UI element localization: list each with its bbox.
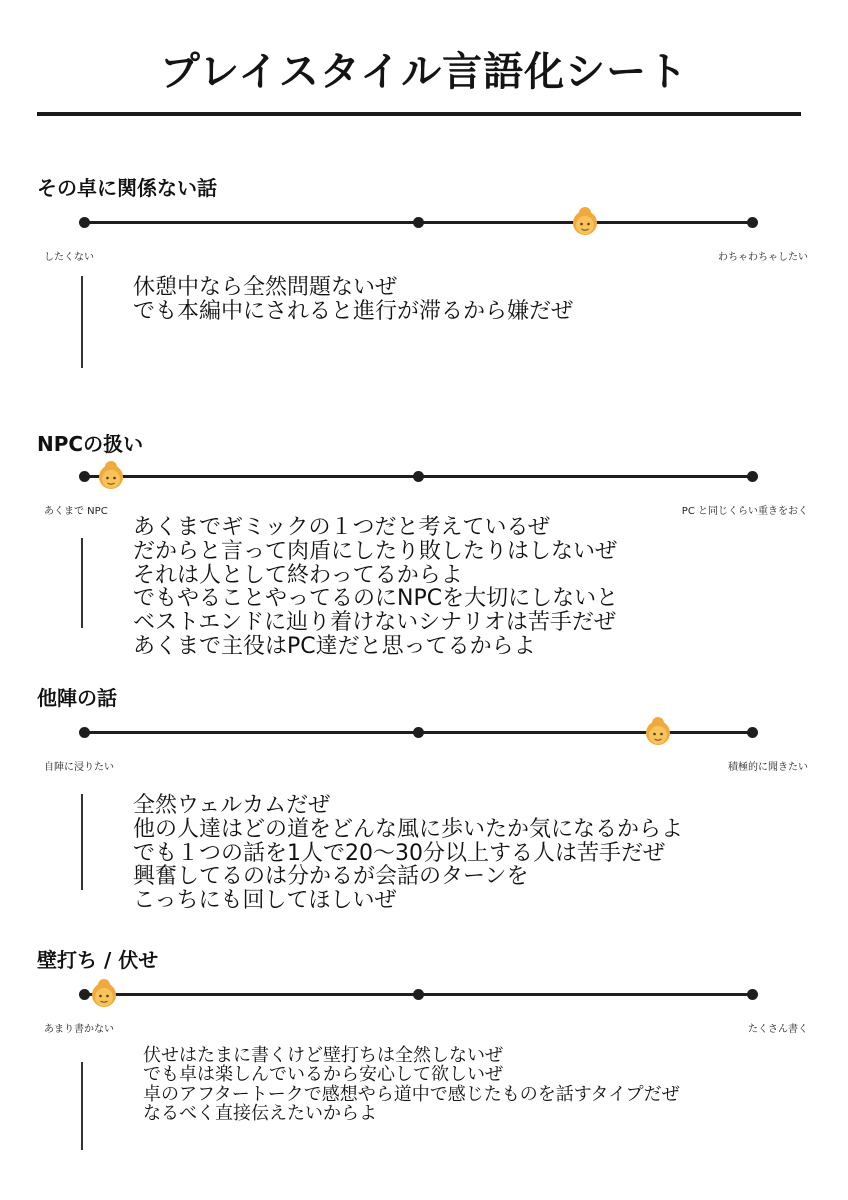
scale-dot-left xyxy=(79,217,90,228)
scale-right-label: わちゃわちゃしたい xyxy=(718,252,808,263)
section-npc xyxy=(0,428,848,659)
section-solo-posting xyxy=(0,944,848,1125)
comment-bar xyxy=(81,1062,83,1150)
scale-right-label: たくさん書く xyxy=(748,1024,808,1035)
section-heading: 他陣の話 xyxy=(37,686,117,710)
comment-line: 休憩中なら全然問題ないぜ xyxy=(133,275,398,300)
face-emoji-icon xyxy=(94,458,128,492)
comment-line: でも本編中にされると進行が滞るから嫌だぜ xyxy=(133,298,574,324)
comment-line: 他の人達はどの道をどんな風に歩いたか気になるからよ xyxy=(133,816,684,842)
section-heading: その卓に関係ない話 xyxy=(37,176,217,200)
comment-line: ベストエンドに辿り着けないシナリオは苦手だぜ xyxy=(133,610,616,635)
scale-dot-left xyxy=(79,727,90,738)
scale-dot-right xyxy=(747,471,758,482)
comment-text xyxy=(133,516,618,659)
scale-dot-left xyxy=(79,471,90,482)
scale-right-label: PC と同じくらい重きをおく xyxy=(681,506,808,517)
comment-bar xyxy=(81,538,83,628)
comment-line: 全然ウェルカムだぜ xyxy=(133,793,331,818)
comment-bar xyxy=(81,794,83,890)
face-emoji-icon xyxy=(568,204,602,238)
preference-scale xyxy=(84,712,752,752)
title-divider xyxy=(37,112,801,116)
face-emoji-icon xyxy=(87,976,121,1010)
preference-scale xyxy=(84,456,752,496)
scale-dot-middle xyxy=(413,217,424,228)
comment-text xyxy=(133,794,683,913)
scale-dot-middle xyxy=(413,471,424,482)
comment-text xyxy=(133,276,573,324)
comment-line: あくまで主役はPC達だと思ってるからよ xyxy=(133,633,536,659)
scale-left-label: したくない xyxy=(44,252,94,263)
comment-line: 伏せはたまに書くけど壁打ちは全然しないぜ xyxy=(143,1045,503,1066)
section-heading: 壁打ち / 伏せ xyxy=(37,948,159,972)
page-title: プレイスタイル言語化シート xyxy=(159,49,689,95)
section-other-party xyxy=(0,682,848,913)
scale-right-label: 積極的に聞きたい xyxy=(728,762,808,773)
comment-bar xyxy=(81,276,83,368)
comment-line: だからと言って肉盾にしたり敗したりはしないぜ xyxy=(133,538,618,564)
scale-dot-right xyxy=(747,727,758,738)
comment-line: でも卓は楽しんでいるから安心して欲しいぜ xyxy=(143,1064,503,1086)
face-emoji-icon xyxy=(641,714,675,748)
comment-line: でもやることやってるのにNPCを大切にしないと xyxy=(133,586,619,612)
comment-line: それは人として終わってるからよ xyxy=(133,562,463,588)
comment-line: なるべく直接伝えたいからよ xyxy=(143,1103,377,1125)
scale-dot-middle xyxy=(413,727,424,738)
comment-line: でも１つの話を1人で20〜30分以上する人は苦手だぜ xyxy=(133,840,665,866)
comment-line: こっちにも回してほしいぜ xyxy=(133,888,397,913)
scale-dot-right xyxy=(747,989,758,1000)
comment-text xyxy=(143,1046,680,1124)
section-offtopic xyxy=(0,172,848,324)
scale-left-label: あまり書かない xyxy=(44,1024,114,1035)
scale-dot-right xyxy=(747,217,758,228)
section-heading: NPCの扱い xyxy=(37,432,144,456)
scale-left-label: あくまで NPC xyxy=(44,506,108,517)
comment-line: 卓のアフタートークで感想やら道中で感じたものを話すタイプだぜ xyxy=(143,1083,680,1105)
comment-line: 興奮してるのは分かるが会話のターンを xyxy=(133,864,529,890)
scale-dot-middle xyxy=(413,989,424,1000)
preference-scale xyxy=(84,974,752,1014)
scale-left-label: 自陣に浸りたい xyxy=(44,762,114,773)
preference-scale xyxy=(84,202,752,242)
comment-line: あくまでギミックの１つだと考えているぜ xyxy=(133,515,550,540)
